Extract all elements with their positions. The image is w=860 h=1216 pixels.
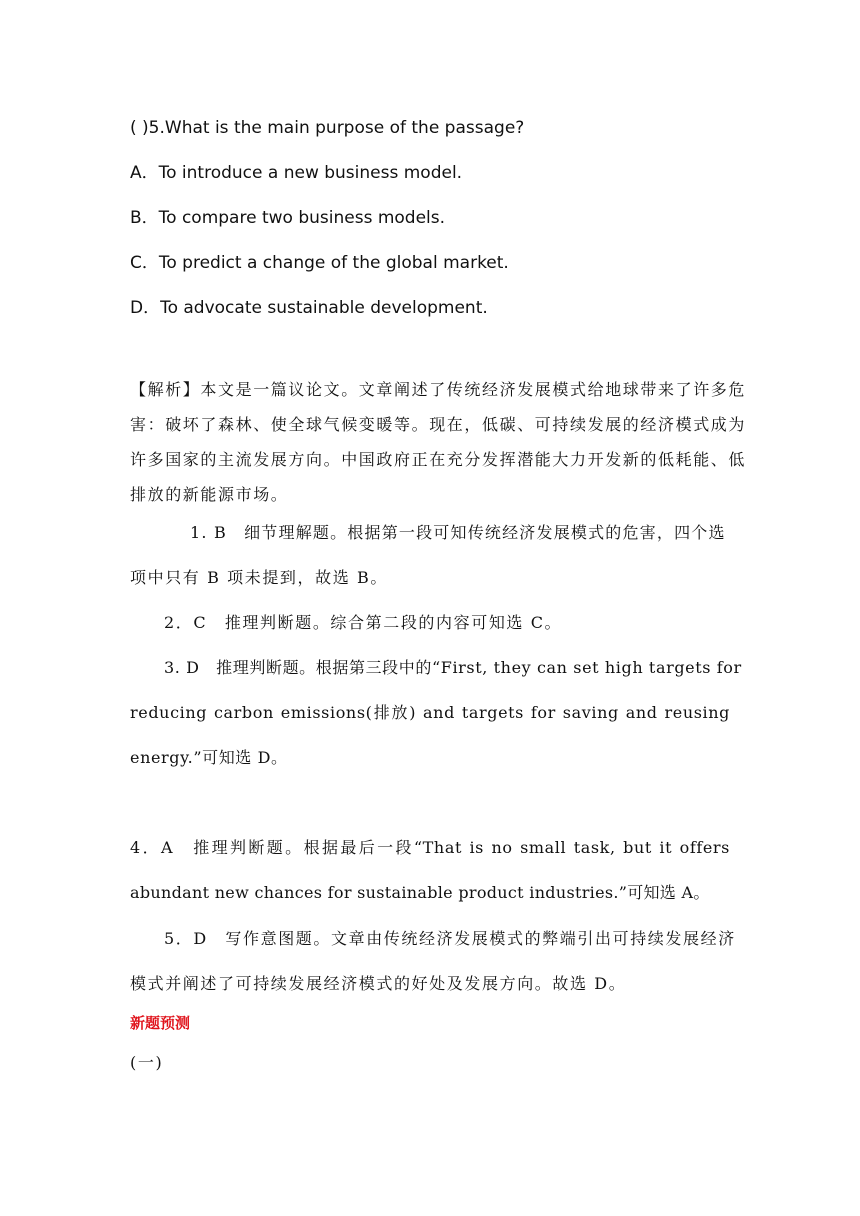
answer-3-line: energy.”可知选 D。 <box>130 748 288 767</box>
answer-3-line: 3. D 推理判断题。根据第三段中的“First, they can set high targets for <box>164 658 742 677</box>
answer-5-line: 5．D 写作意图题。文章由传统经济发展模式的弊端引出可持续发展经济 <box>164 929 736 948</box>
analysis-intro-line: 排放的新能源市场。 <box>130 485 289 504</box>
answer-4-line: abundant new chances for sustainable product industries.”可知选 A。 <box>130 883 710 902</box>
option-c: C．To predict a change of the global market. <box>130 253 509 273</box>
answer-1-line: 1. B 细节理解题。根据第一段可知传统经济发展模式的危害，四个选 <box>190 523 726 542</box>
answer-3-line: reducing carbon emissions(排放) and targets for saving and reusing <box>130 703 730 722</box>
analysis-intro-line: 害：破坏了森林、使全球气候变暖等。现在，低碳、可持续发展的经济模式成为 <box>130 415 747 434</box>
subsection-label: (一) <box>130 1053 164 1072</box>
analysis-intro-line: 许多国家的主流发展方向。中国政府正在充分发挥潜能大力开发新的低耗能、低 <box>130 450 747 469</box>
answer-2: 2．C 推理判断题。综合第二段的内容可知选 C。 <box>164 613 563 632</box>
analysis-intro-line: 【解析】本文是一篇议论文。文章阐述了传统经济发展模式给地球带来了许多危 <box>130 380 747 399</box>
option-a: A．To introduce a new business model. <box>130 163 463 183</box>
option-d: D．To advocate sustainable development. <box>130 298 488 318</box>
question-stem: ( )5.What is the main purpose of the passage? <box>130 118 525 138</box>
answer-4-line: 4．A 推理判断题。根据最后一段“That is no small task, but it offers <box>130 838 730 857</box>
option-b: B．To compare two business models. <box>130 208 446 228</box>
answer-5-line: 模式并阐述了可持续发展经济模式的好处及发展方向。故选 D。 <box>130 974 627 993</box>
answer-1-line: 项中只有 B 项未提到，故选 B。 <box>130 568 388 587</box>
section-heading: 新题预测 <box>130 1014 191 1032</box>
